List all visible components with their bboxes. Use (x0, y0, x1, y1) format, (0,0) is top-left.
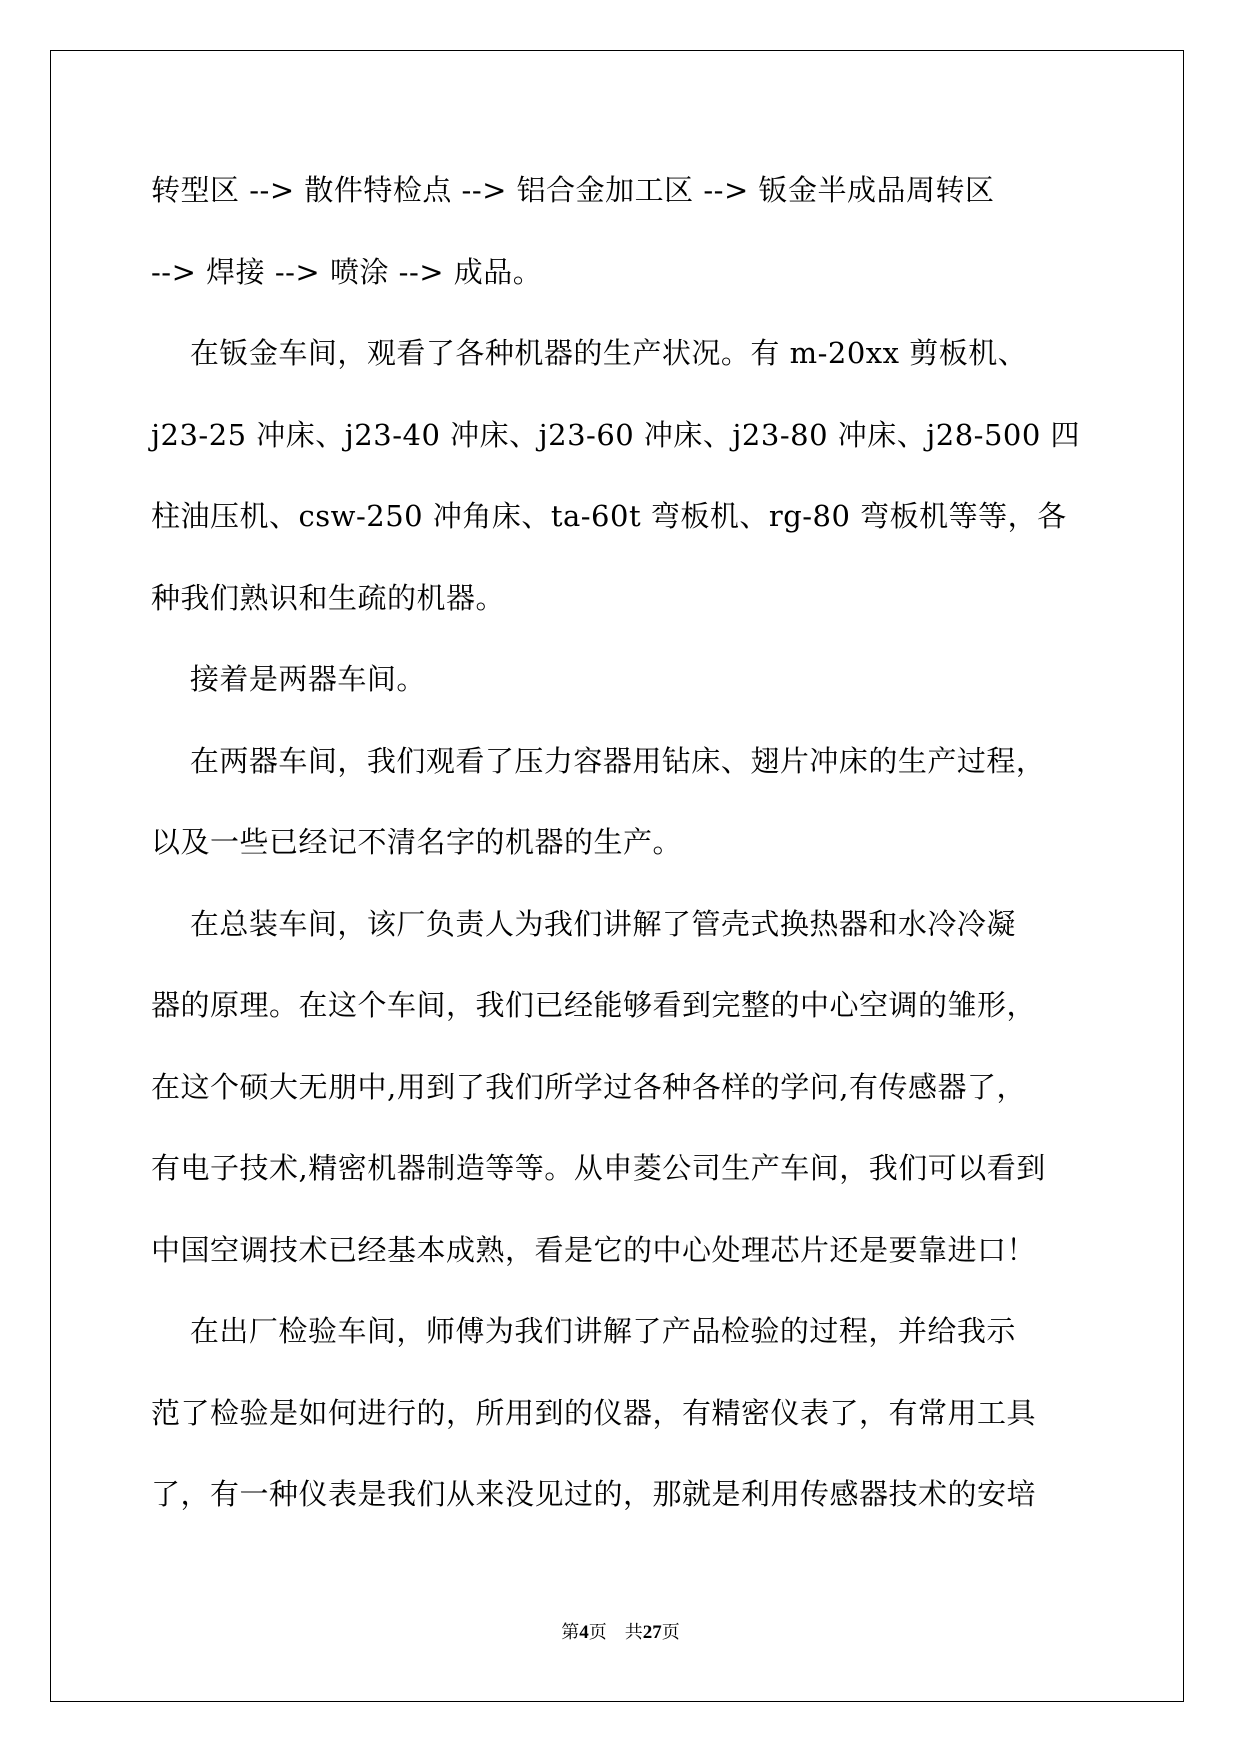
text-line: 在这个硕大无朋中,用到了我们所学过各种各样的学问,有传感器了， (151, 1069, 1026, 1104)
text-line: --> 焊接 --> 喷涂 --> 成品。 (151, 254, 543, 289)
text-line: 有电子技术,精密机器制造等等。从申菱公司生产车间，我们可以看到 (151, 1151, 1046, 1185)
text-line: j23-25 冲床、j23-40 冲床、j23-60 冲床、j23-80 冲床、j28-500 四 (151, 417, 1081, 452)
page-prefix: 第 (561, 1622, 580, 1642)
text-line: 在总装车间，该厂负责人为我们讲解了管壳式换热器和水冷冷凝 (151, 906, 1016, 941)
text-line: 种我们熟识和生疏的机器。 (151, 580, 506, 615)
page-number: 4 (579, 1622, 589, 1643)
text-line: 中国空调技术已经基本成熟，看是它的中心处理芯片还是要靠进口！ (151, 1232, 1037, 1267)
text-line: 柱油压机、csw-250 冲角床、ta-60t 弯板机、rg-80 弯板机等等，各 (151, 499, 1067, 533)
text-line: 在两器车间，我们观看了压力容器用钻床、翅片冲床的生产过程， (151, 743, 1046, 778)
page-footer (0, 1618, 1241, 1644)
document-body (151, 150, 1091, 1536)
text-line: 器的原理。在这个车间，我们已经能够看到完整的中心空调的雏形， (151, 988, 1037, 1022)
text-line: 在出厂检验车间，师傅为我们讲解了产品检验的过程，并给我示 (151, 1314, 1016, 1348)
total-pages: 27 (642, 1622, 662, 1643)
total-suffix: 页 (661, 1622, 680, 1642)
text-line: 在钣金车间，观看了各种机器的生产状况。有 m-20xx 剪板机、 (151, 336, 1028, 370)
page-suffix: 页 (588, 1622, 607, 1642)
text-line: 以及一些已经记不清名字的机器的生产。 (151, 825, 683, 859)
text-line: 接着是两器车间。 (151, 662, 426, 696)
total-prefix: 共 (624, 1622, 643, 1642)
text-line: 转型区 --> 散件特检点 --> 铝合金加工区 --> 钣金半成品周转区 (151, 173, 995, 207)
text-line: 范了检验是如何进行的，所用到的仪器，有精密仪表了，有常用工具 (151, 1395, 1037, 1430)
text-line: 了，有一种仪表是我们从来没见过的，那就是利用传感器技术的安培 (151, 1477, 1037, 1511)
